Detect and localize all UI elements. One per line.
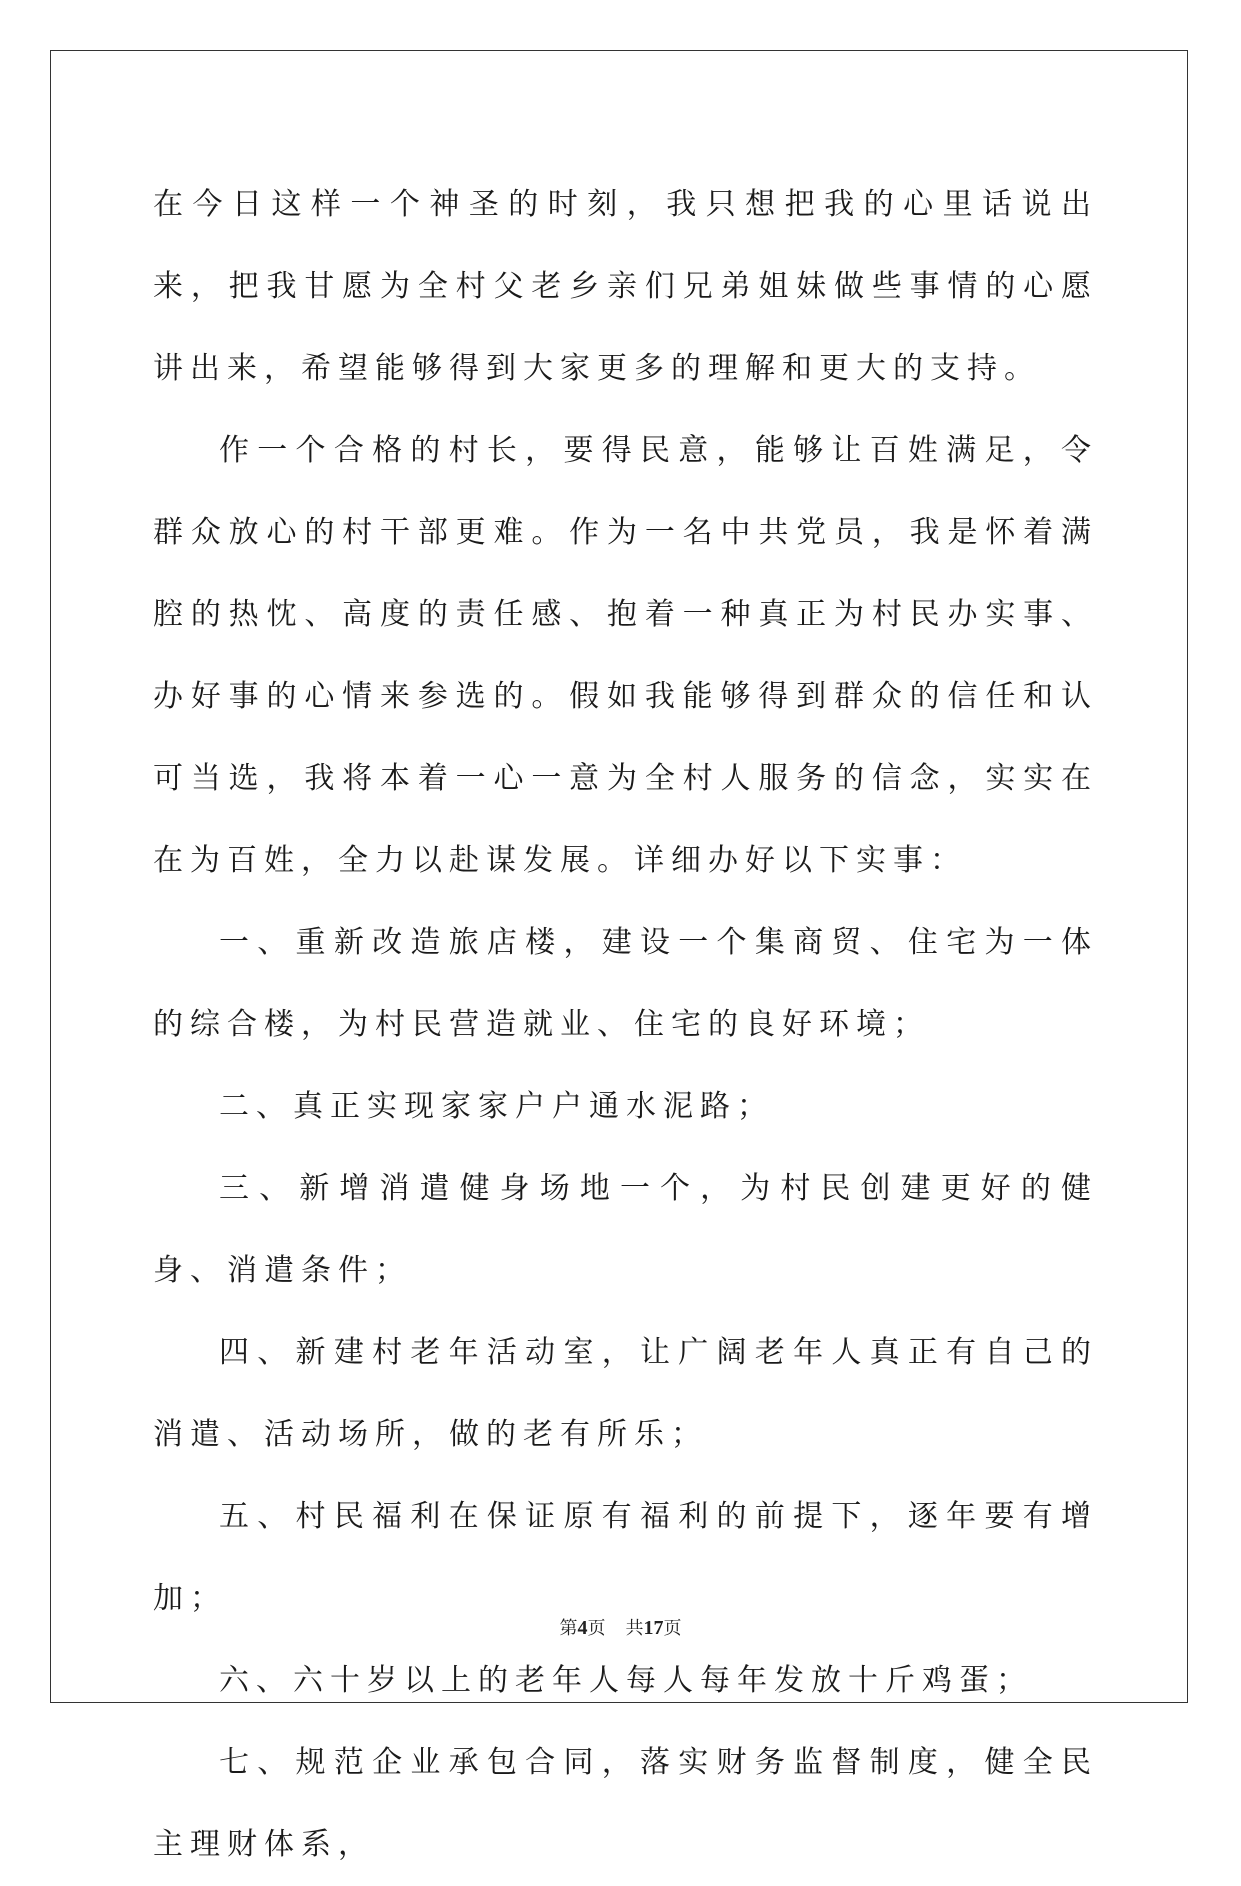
list-item-4: 四、新建村老年活动室，让广阔老年人真正有自己的消遣、活动场所，做的老有所乐； — [153, 1335, 1098, 1452]
page-footer — [0, 1614, 1241, 1640]
list-item-2: 二、真正实现家家户户通水泥路； — [219, 1089, 774, 1124]
page-suffix: 页 — [587, 1618, 606, 1639]
paragraph-1: 在今日这样一个神圣的时刻，我只想把我的心里话说出来，把我甘愿为全村父老乡亲们兄弟姐妹做些事情的心愿讲出来，希望能够得到大家更多的理解和更大的支持。 — [153, 187, 1098, 386]
total-pages: 17 — [643, 1617, 664, 1639]
total-suffix: 页 — [663, 1618, 682, 1639]
list-item-3: 三、新增消遣健身场地一个，为村民创建更好的健身、消遣条件； — [153, 1171, 1098, 1288]
page-number: 4 — [577, 1617, 588, 1639]
page-prefix: 第 — [559, 1618, 578, 1639]
paragraph-2: 作一个合格的村长，要得民意，能够让百姓满足，令群众放心的村干部更难。作为一名中共党员，我是怀着满腔的热忱、高度的责任感、抱着一种真正为村民办实事、办好事的心情来参选的。假如我能够得到群众的信任和认可当选，我将本着一心一意为全村人服务的信念，实实在在为百姓，全力以赴谋发展。详细办好以下实事： — [153, 433, 1098, 878]
list-item-6: 六、六十岁以上的老年人每人每年发放十斤鸡蛋； — [219, 1663, 1033, 1698]
total-prefix: 共 — [625, 1618, 644, 1639]
list-item-7: 七、规范企业承包合同，落实财务监督制度，健全民主理财体系， — [153, 1745, 1098, 1862]
list-item-1: 一、重新改造旅店楼，建设一个集商贸、住宅为一体的综合楼，为村民营造就业、住宅的良好环境； — [153, 925, 1098, 1042]
list-item-5: 五、村民福利在保证原有福利的前提下，逐年要有增加； — [153, 1499, 1098, 1616]
